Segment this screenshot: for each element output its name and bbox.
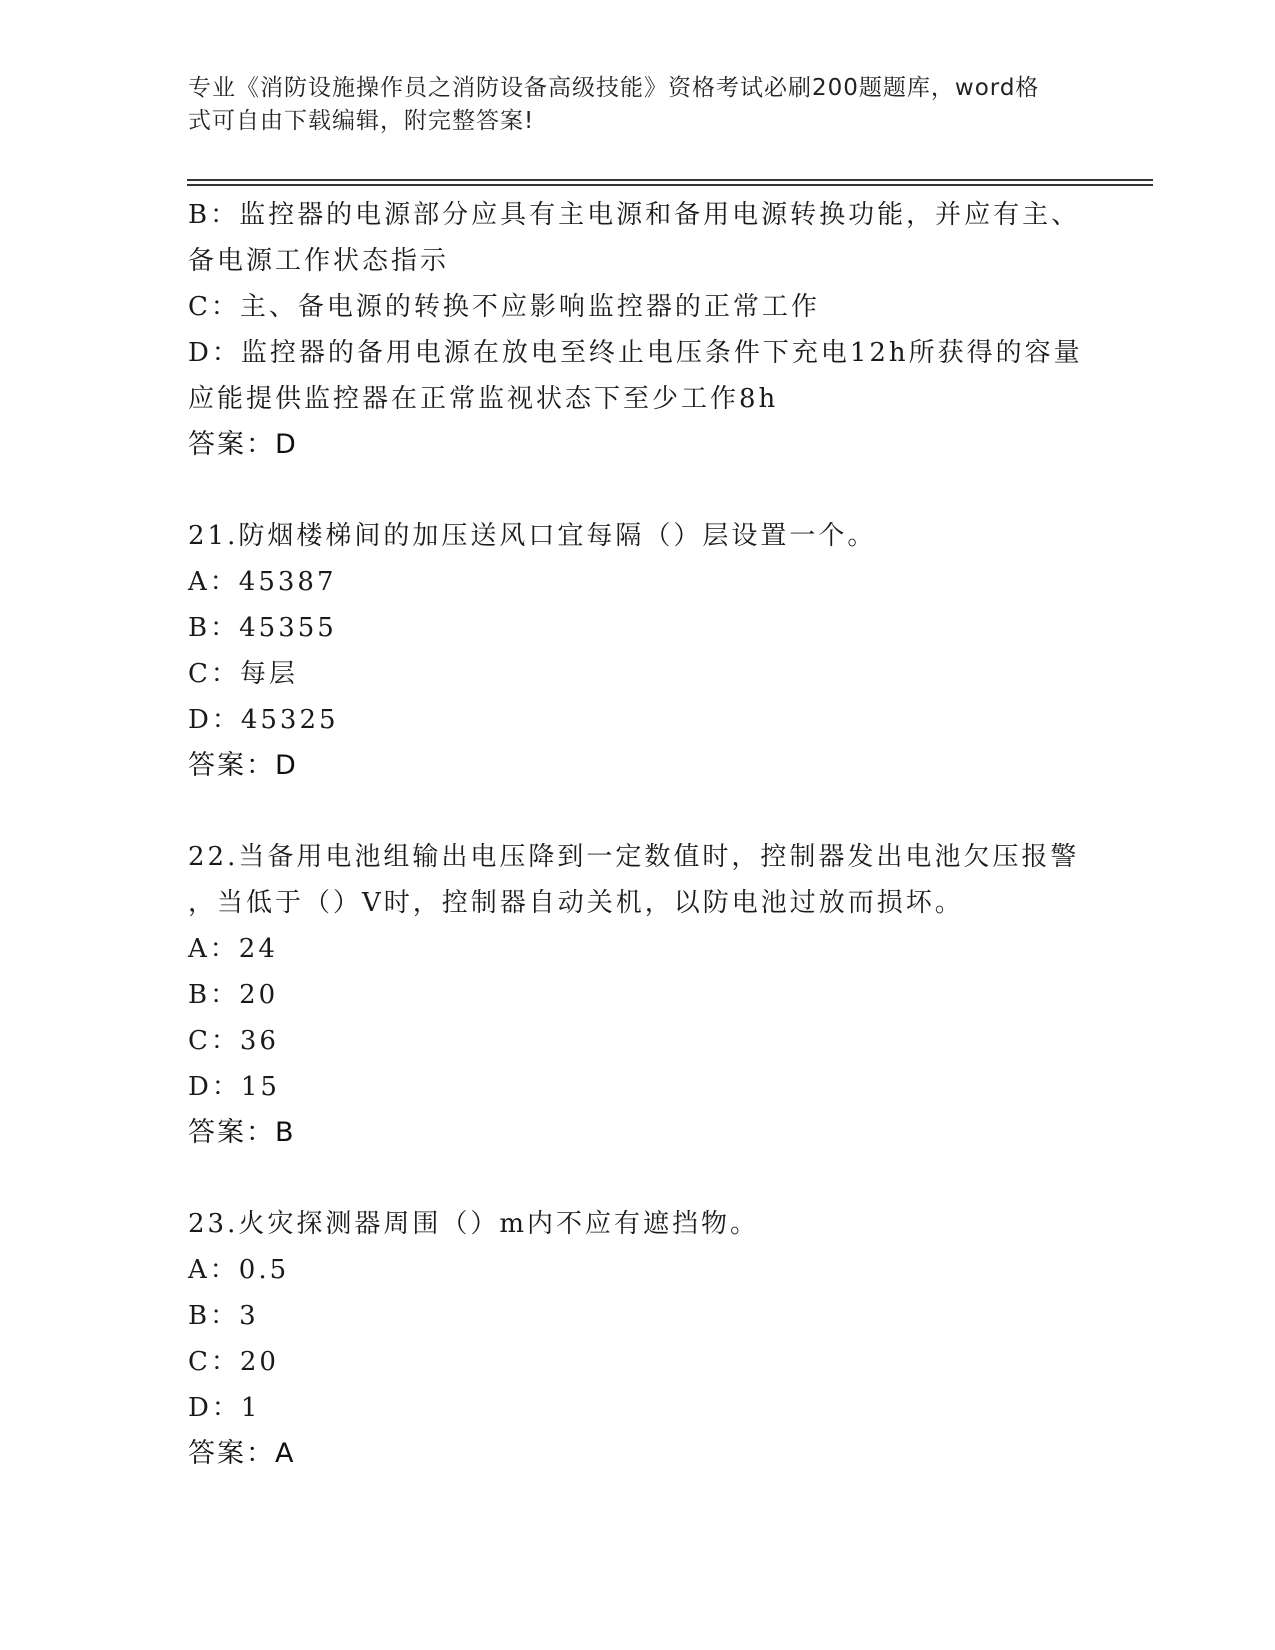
question-stem-line-1: 22.当备用电池组输出电压降到一定数值时，控制器发出电池欠压报警: [188, 842, 1080, 872]
option-a: A：0.5: [188, 1255, 290, 1285]
option-d-line-1: D：监控器的备用电源在放电至终止电压条件下充电12h所获得的容量: [188, 338, 1083, 368]
question-block-23: [188, 1201, 1088, 1477]
option-a: A：45387: [188, 567, 337, 597]
answer: 答案：A: [188, 1438, 296, 1469]
option-d: D：1: [188, 1393, 261, 1423]
option-c: C：20: [188, 1347, 279, 1377]
header-line-2: 式可自由下载编辑，附完整答案!: [188, 108, 535, 134]
option-c: C：36: [188, 1026, 279, 1056]
option-b: B：3: [188, 1301, 259, 1331]
question-block-20: [188, 192, 1088, 468]
option-c: C：主、备电源的转换不应影响监控器的正常工作: [188, 292, 820, 322]
answer: 答案：B: [188, 1117, 296, 1148]
document-body: [188, 192, 1088, 1477]
header-divider-bottom: [187, 184, 1153, 186]
header-line-1: 专业《消防设施操作员之消防设备高级技能》资格考试必刷200题题库，word格: [188, 75, 1040, 101]
option-b: B：20: [188, 980, 279, 1010]
option-b: B：45355: [188, 613, 337, 643]
question-block-22: [188, 834, 1088, 1156]
header-divider-top: [187, 179, 1153, 181]
question-stem: 21.防烟楼梯间的加压送风口宜每隔（）层设置一个。: [188, 521, 877, 551]
question-stem: 23.火灾探测器周围（）m内不应有遮挡物。: [188, 1209, 760, 1239]
answer: 答案：D: [188, 750, 298, 781]
option-c: C：每层: [188, 659, 298, 689]
option-d: D：15: [188, 1072, 280, 1102]
option-d: D：45325: [188, 705, 339, 735]
answer: 答案：D: [188, 429, 298, 460]
option-d-line-2: 应能提供监控器在正常监视状态下至少工作8h: [188, 384, 779, 414]
option-b-line-1: B：监控器的电源部分应具有主电源和备用电源转换功能，并应有主、: [188, 200, 1081, 230]
option-a: A：24: [188, 934, 278, 964]
document-header: [188, 72, 1068, 138]
question-stem-line-2: ，当低于（）V时，控制器自动关机，以防电池过放而损坏。: [188, 888, 964, 918]
option-b-line-2: 备电源工作状态指示: [188, 246, 450, 276]
question-block-21: [188, 513, 1088, 789]
